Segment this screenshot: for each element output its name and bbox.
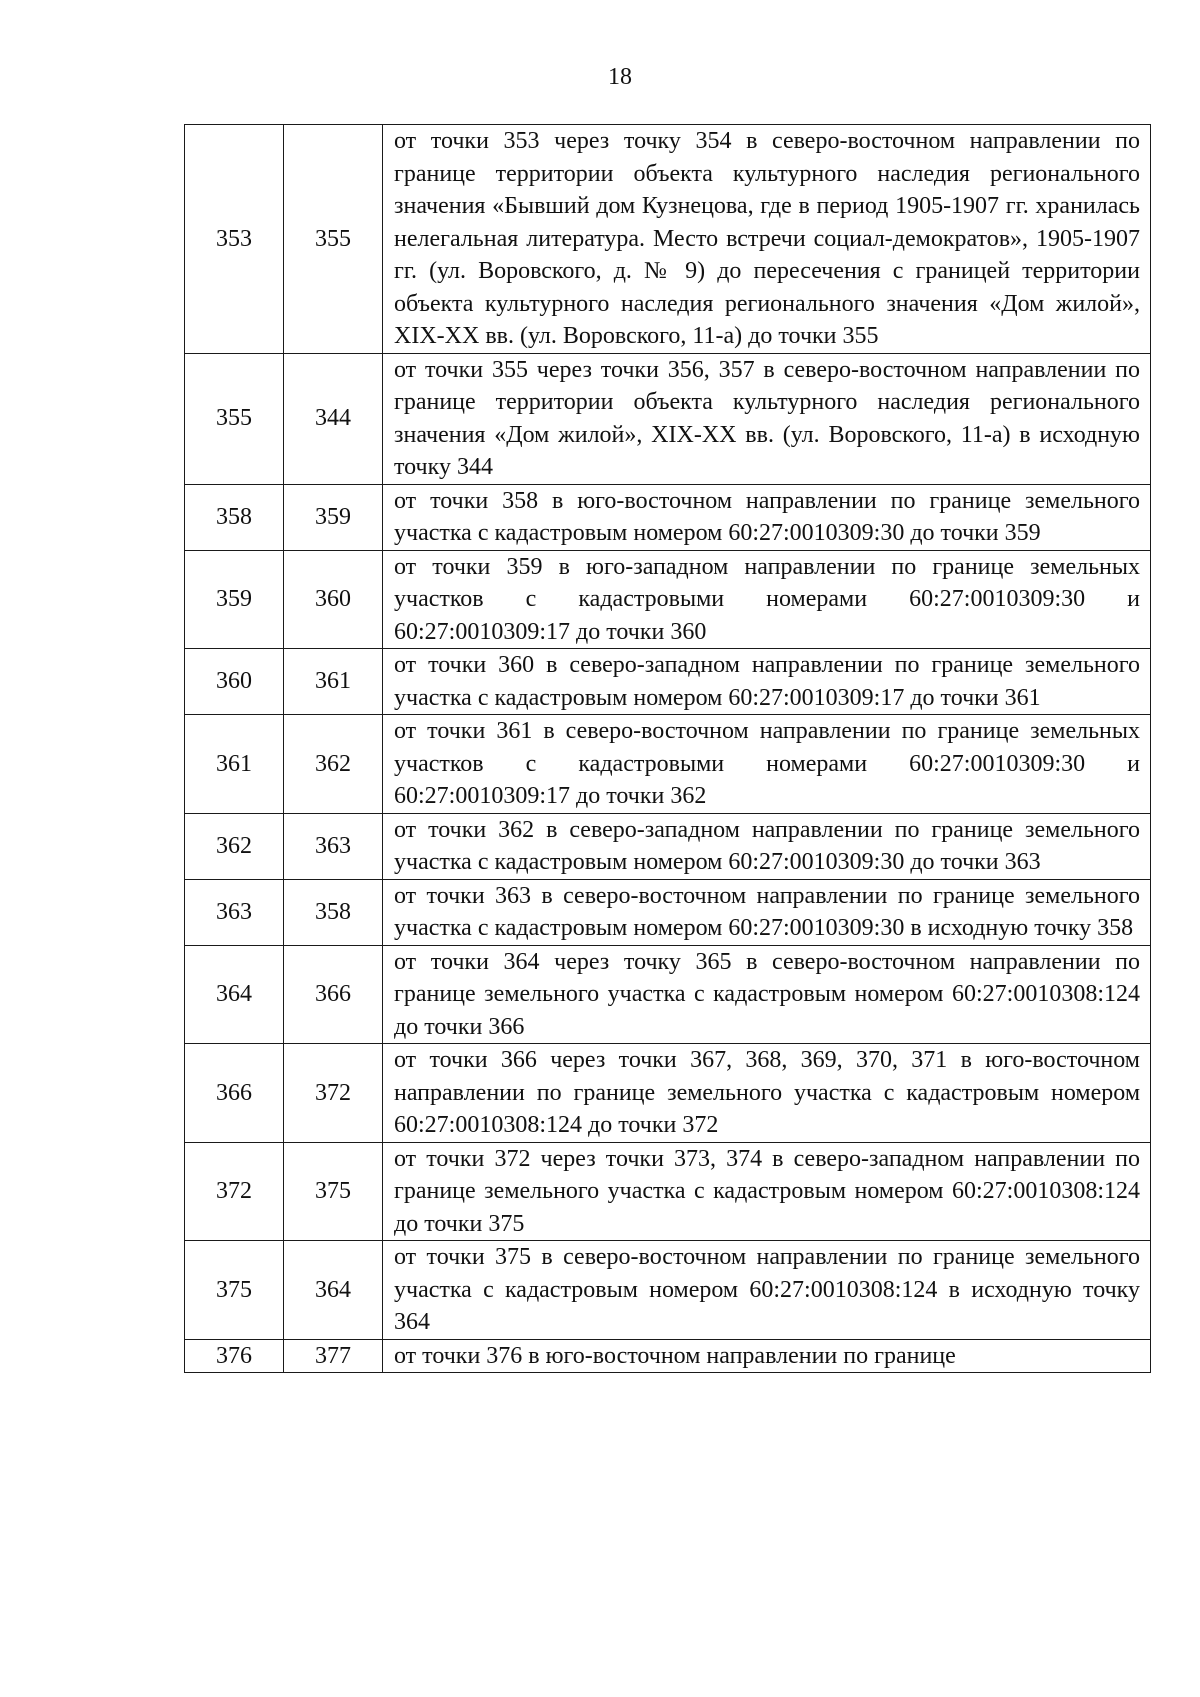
to-point-cell: 363 — [284, 813, 383, 879]
description-cell: от точки 359 в юго-западном направлении по границе земельных участков с кадастровыми номерами 60:27:0010309:30 и 60:27:0010309:17 до точки 360 — [383, 550, 1151, 649]
to-point-cell: 362 — [284, 715, 383, 814]
table-row — [185, 353, 1151, 484]
to-point-cell: 372 — [284, 1044, 383, 1143]
description-cell: от точки 358 в юго-восточном направлении по границе земельного участка с кадастровым номером 60:27:0010309:30 до точки 359 — [383, 484, 1151, 550]
to-point-cell: 361 — [284, 649, 383, 715]
table-row — [185, 945, 1151, 1044]
description-cell: от точки 362 в северо-западном направлении по границе земельного участка с кадастровым номером 60:27:0010309:30 до точки 363 — [383, 813, 1151, 879]
table-row — [185, 715, 1151, 814]
description-cell: от точки 364 через точку 365 в северо-восточном направлении по границе земельного участка с кадастровым номером 60:27:0010308:124 до точки 366 — [383, 945, 1151, 1044]
table-row — [185, 1339, 1151, 1373]
to-point-cell: 358 — [284, 879, 383, 945]
table-row — [185, 550, 1151, 649]
to-point-cell: 355 — [284, 125, 383, 354]
table-row — [185, 1241, 1151, 1340]
description-cell: от точки 366 через точки 367, 368, 369, 370, 371 в юго-восточном направлении по границе земельного участка с кадастровым номером 60:27:0010308:124 до точки 372 — [383, 1044, 1151, 1143]
from-point-cell: 375 — [185, 1241, 284, 1340]
to-point-cell: 366 — [284, 945, 383, 1044]
to-point-cell: 375 — [284, 1142, 383, 1241]
description-cell: от точки 375 в северо-восточном направлении по границе земельного участка с кадастровым номером 60:27:0010308:124 в исходную точку 364 — [383, 1241, 1151, 1340]
from-point-cell: 359 — [185, 550, 284, 649]
description-cell: от точки 372 через точки 373, 374 в северо-западном направлении по границе земельного участка с кадастровым номером 60:27:0010308:124 до точки 375 — [383, 1142, 1151, 1241]
table-row — [185, 649, 1151, 715]
description-cell: от точки 353 через точку 354 в северо-восточном направлении по границе территории объекта культурного наследия регионального значения «Бывший дом Кузнецова, где в период 1905-1907 гг. хранилась нелегальная литература. Место встречи социал-демократов», 1905-1907 гг. (ул. Воровского, д. № 9) до пересечения с границей территории объекта культурного наследия регионального значения «Дом жилой», XIX-XX вв. (ул. Воровского, 11-а) до точки 355 — [383, 125, 1151, 354]
table-row — [185, 1142, 1151, 1241]
from-point-cell: 361 — [185, 715, 284, 814]
table-row — [185, 879, 1151, 945]
from-point-cell: 363 — [185, 879, 284, 945]
table-row — [185, 1044, 1151, 1143]
from-point-cell: 372 — [185, 1142, 284, 1241]
from-point-cell: 360 — [185, 649, 284, 715]
to-point-cell: 360 — [284, 550, 383, 649]
from-point-cell: 362 — [185, 813, 284, 879]
from-point-cell: 366 — [185, 1044, 284, 1143]
boundary-table — [184, 124, 1151, 1373]
to-point-cell: 359 — [284, 484, 383, 550]
table-row — [185, 813, 1151, 879]
to-point-cell: 377 — [284, 1339, 383, 1373]
from-point-cell: 353 — [185, 125, 284, 354]
to-point-cell: 344 — [284, 353, 383, 484]
description-cell: от точки 355 через точки 356, 357 в северо-восточном направлении по границе территории объекта культурного наследия регионального значения «Дом жилой», XIX-XX вв. (ул. Воровского, 11-а) в исходную точку 344 — [383, 353, 1151, 484]
page-number: 18 — [608, 64, 632, 90]
table-row — [185, 125, 1151, 354]
description-cell: от точки 376 в юго-восточном направлении по границе — [383, 1339, 1151, 1373]
from-point-cell: 358 — [185, 484, 284, 550]
description-cell: от точки 360 в северо-западном направлении по границе земельного участка с кадастровым номером 60:27:0010309:17 до точки 361 — [383, 649, 1151, 715]
description-cell: от точки 363 в северо-восточном направлении по границе земельного участка с кадастровым номером 60:27:0010309:30 в исходную точку 358 — [383, 879, 1151, 945]
from-point-cell: 355 — [185, 353, 284, 484]
from-point-cell: 364 — [185, 945, 284, 1044]
from-point-cell: 376 — [185, 1339, 284, 1373]
table-row — [185, 484, 1151, 550]
description-cell: от точки 361 в северо-восточном направлении по границе земельных участков с кадастровыми номерами 60:27:0010309:30 и 60:27:0010309:17 до точки 362 — [383, 715, 1151, 814]
to-point-cell: 364 — [284, 1241, 383, 1340]
